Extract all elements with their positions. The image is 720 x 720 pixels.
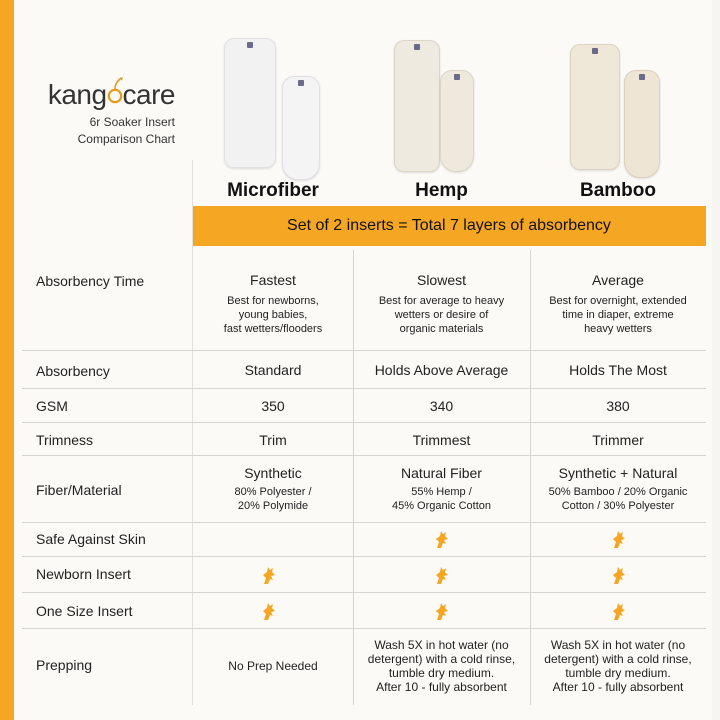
row-divider xyxy=(22,556,706,557)
right-edge xyxy=(712,0,720,720)
detail-line: After 10 - fully absorbent xyxy=(376,680,507,694)
absorbency-banner: Set of 2 inserts = Total 7 layers of absorbency xyxy=(192,206,706,246)
row-label-absorbency-time: Absorbency Time xyxy=(36,273,145,289)
detail-line: tumble dry medium. xyxy=(565,666,671,680)
detail-line: organic materials xyxy=(399,323,484,335)
row-divider xyxy=(22,592,706,593)
detail-line: Wash 5X in hot water (no xyxy=(374,638,509,652)
cell-main-text: Average xyxy=(592,272,644,288)
detail-line: wetters or desire of xyxy=(394,309,489,321)
logo-text-start: kang xyxy=(47,79,107,110)
cell-main-text: Synthetic + Natural xyxy=(558,465,678,481)
detail-line: detergent) with a cold rinse, xyxy=(544,652,692,666)
subtitle-line-1: 6r Soaker Insert xyxy=(89,115,175,129)
cell-microfiber-trimness xyxy=(193,431,353,449)
cell-detail-text xyxy=(354,485,529,513)
cell-microfiber-fiber xyxy=(193,464,353,513)
cell-bamboo-absorbency-time xyxy=(530,271,706,336)
cell-detail-text xyxy=(530,485,706,513)
cell-detail-text xyxy=(193,485,353,513)
kangaroo-logo-icon xyxy=(107,83,123,105)
cell-main-text: Holds The Most xyxy=(569,362,667,378)
cell-main-text: Slowest xyxy=(416,272,467,288)
detail-line: time in diaper, extreme xyxy=(562,309,674,321)
row-label-fiber-material: Fiber/Material xyxy=(36,482,122,498)
cell-bamboo-absorbency xyxy=(530,361,706,379)
cell-main-text: Fastest xyxy=(250,272,296,288)
kangaroo-icon xyxy=(608,528,630,550)
accent-bar xyxy=(0,0,14,720)
detail-line: 80% Polyester / xyxy=(234,486,312,498)
cell-main-text: Natural Fiber xyxy=(401,465,482,481)
kangaroo-icon xyxy=(608,600,630,622)
detail-line: tumble dry medium. xyxy=(388,666,495,680)
row-divider xyxy=(22,422,706,423)
row-label-gsm: GSM xyxy=(36,398,68,414)
cell-main-text: Trimmest xyxy=(412,432,471,448)
detail-line: fast wetters/flooders xyxy=(223,323,323,335)
cell-main-text: Holds Above Average xyxy=(374,362,509,378)
detail-line: After 10 - fully absorbent xyxy=(552,680,684,694)
detail-line: 50% Bamboo / 20% Organic xyxy=(548,486,688,498)
kangaroo-icon xyxy=(431,528,453,550)
cell-bamboo-prepping xyxy=(530,638,706,694)
cell-main-text: Standard xyxy=(244,362,302,378)
cell-detail-text xyxy=(193,294,353,336)
row-divider xyxy=(22,350,706,351)
cell-hemp-absorbency xyxy=(354,361,529,379)
detail-line: 55% Hemp / xyxy=(411,486,472,498)
detail-line: heavy wetters xyxy=(584,323,652,335)
logo-text-end: care xyxy=(122,79,175,110)
cell-hemp-gsm xyxy=(354,397,529,415)
cell-main-text: 380 xyxy=(606,398,630,414)
cell-microfiber-gsm xyxy=(193,397,353,415)
cell-detail-text xyxy=(354,294,529,336)
cell-main-text: Trimmer xyxy=(592,432,644,448)
subtitle-line-2: Comparison Chart xyxy=(77,132,175,146)
cell-main-text: 350 xyxy=(261,398,285,414)
cell-hemp-trimness xyxy=(354,431,529,449)
detail-line: Best for newborns, xyxy=(227,295,319,307)
brand-logo xyxy=(30,80,175,110)
cell-detail-text xyxy=(530,294,706,336)
row-divider xyxy=(22,388,706,389)
row-label-safe-against-skin: Safe Against Skin xyxy=(36,531,146,547)
row-label-prepping: Prepping xyxy=(36,657,93,673)
cell-hemp-fiber xyxy=(354,464,529,513)
column-header-hemp: Hemp xyxy=(415,180,468,201)
detail-line: Best for overnight, extended xyxy=(549,295,687,307)
cell-main-text: 340 xyxy=(429,398,454,414)
detail-line: Cotton / 30% Polyester xyxy=(561,500,675,512)
kangaroo-icon xyxy=(258,564,280,586)
cell-hemp-absorbency-time xyxy=(354,271,529,336)
detail-line: young babies, xyxy=(238,309,308,321)
row-divider xyxy=(22,522,706,523)
cell-microfiber-absorbency xyxy=(193,361,353,379)
cell-bamboo-fiber xyxy=(530,464,706,513)
detail-line: Best for average to heavy xyxy=(378,295,505,307)
column-header-microfiber: Microfiber xyxy=(227,180,319,201)
row-divider xyxy=(22,628,706,629)
cell-microfiber-absorbency-time xyxy=(193,271,353,336)
cell-hemp-prepping xyxy=(354,638,529,694)
cell-main-text: Trim xyxy=(259,432,287,448)
detail-line: 45% Organic Cotton xyxy=(391,500,492,512)
cell-bamboo-trimness xyxy=(530,431,706,449)
row-divider xyxy=(22,455,706,456)
cell-bamboo-gsm xyxy=(530,397,706,415)
kangaroo-icon xyxy=(608,564,630,586)
detail-line: 20% Polymide xyxy=(237,500,309,512)
detail-line: Wash 5X in hot water (no xyxy=(550,638,686,652)
row-label-one-size-insert: One Size Insert xyxy=(36,603,133,619)
column-header-bamboo: Bamboo xyxy=(580,180,656,201)
cell-microfiber-prepping: No Prep Needed xyxy=(228,659,318,673)
brand-block xyxy=(30,80,175,148)
row-label-newborn-insert: Newborn Insert xyxy=(36,566,131,582)
kangaroo-icon xyxy=(431,564,453,586)
detail-line: detergent) with a cold rinse, xyxy=(367,652,516,666)
cell-main-text: Synthetic xyxy=(244,465,302,481)
row-label-trimness: Trimness xyxy=(36,432,94,448)
row-label-absorbency: Absorbency xyxy=(36,363,110,379)
kangaroo-icon xyxy=(431,600,453,622)
kangaroo-icon xyxy=(258,600,280,622)
